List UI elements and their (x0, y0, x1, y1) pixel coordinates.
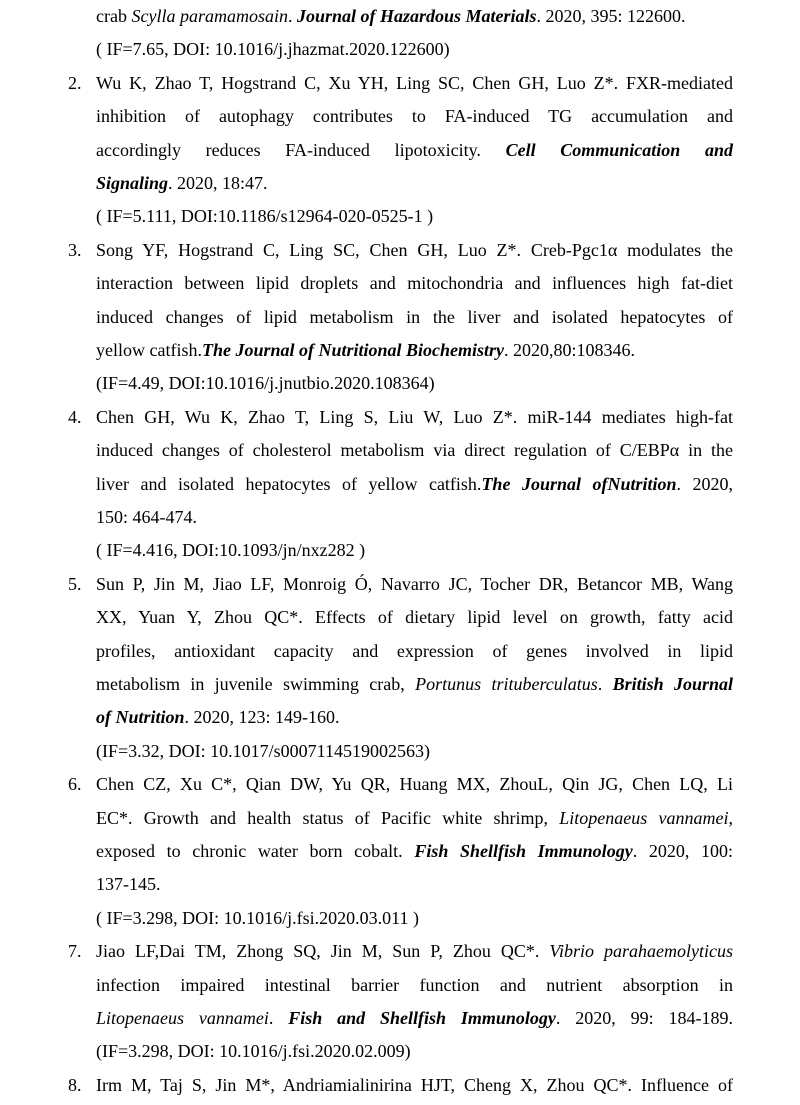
reference-text: (IF=3.32, DOI: 10.1017/s0007114519002563) (96, 740, 430, 761)
reference-text: , (728, 807, 733, 828)
reference-line (96, 504, 733, 537)
journal-title: The Journal of Nutritional Biochemistry (201, 340, 505, 360)
reference-text: liver and isolated hepatocytes of yellow catfish. (96, 473, 482, 494)
reference-line (96, 1038, 733, 1071)
reference-text: . (597, 674, 613, 694)
reference-line (96, 471, 733, 504)
reference-text: Wu K, Zhao T, Hogstrand C, Xu YH, Ling SC, Chen GH, Luo Z*. FXR-mediated (96, 72, 733, 93)
reference-line (96, 203, 733, 236)
journal-title: Journal of Hazardous Materials (296, 6, 537, 26)
reference-number: 7. (68, 941, 82, 962)
journal-title: Signaling (96, 173, 169, 193)
reference-line (96, 70, 733, 103)
reference-line (96, 704, 733, 737)
species-name: Portunus trituberculatus (415, 674, 598, 694)
reference-text: . 2020, 99: 184-189. (555, 1008, 734, 1028)
reference-text: crab (96, 6, 132, 26)
reference-text: ( IF=5.111, DOI:10.1186/s12964-020-0525-1 ) (96, 206, 434, 227)
reference-line (96, 671, 733, 704)
reference-text: 137-145. (96, 874, 161, 895)
reference-line (96, 404, 733, 437)
reference-text: . 2020, 123: 149-160. (184, 707, 340, 728)
reference-text: . 2020, 100: (632, 841, 733, 861)
reference-line (96, 36, 733, 69)
species-name: Litopenaeus vannamei (96, 1008, 269, 1028)
reference-text: interaction between lipid droplets and mitochondria and influences high fat-diet (96, 273, 733, 294)
reference-line (96, 1005, 733, 1038)
reference-text: . 2020, 395: 122600. (536, 6, 686, 26)
reference-text: Chen GH, Wu K, Zhao T, Ling S, Liu W, Luo Z*. miR-144 mediates high-fat (96, 406, 733, 427)
reference-line (96, 905, 733, 938)
reference-number: 3. (68, 239, 82, 260)
reference-line (96, 1072, 733, 1105)
reference-line (96, 137, 733, 170)
reference-line (96, 638, 733, 671)
reference-text: Chen CZ, Xu C*, Qian DW, Yu QR, Huang MX, ZhouL, Qin JG, Chen LQ, Li (96, 774, 733, 795)
reference-line (96, 838, 733, 871)
reference-text: . (287, 6, 297, 26)
reference-text: EC*. Growth and health status of Pacific white shrimp, (96, 807, 560, 828)
reference-text: XX, Yuan Y, Zhou QC*. Effects of dietary lipid level on growth, fatty acid (96, 607, 733, 628)
reference-line (96, 972, 733, 1005)
reference-line (96, 337, 733, 370)
reference-text: metabolism in juvenile swimming crab, (96, 674, 416, 694)
reference-line (96, 604, 733, 637)
species-name: Vibrio parahaemolyticus (549, 941, 733, 962)
reference-number: 4. (68, 406, 82, 427)
journal-title: Fish and Shellfish Immunology (288, 1008, 556, 1028)
reference-line (96, 237, 733, 270)
reference-text: exposed to chronic water born cobalt. (96, 841, 415, 861)
journal-title: of Nutrition (96, 707, 185, 728)
species-name: Scylla paramamosain (131, 6, 288, 26)
reference-text: Irm M, Taj S, Jin M*, Andriamialinirina HJT, Cheng X, Zhou QC*. Influence of (96, 1074, 733, 1095)
reference-text: Song YF, Hogstrand C, Ling SC, Chen GH, Luo Z*. Creb-Pgc1α modulates the (96, 239, 733, 260)
reference-line (96, 103, 733, 136)
reference-text: (IF=3.298, DOI: 10.1016/j.fsi.2020.02.009) (96, 1041, 411, 1062)
reference-line (96, 370, 733, 403)
reference-line (96, 270, 733, 303)
reference-text: Jiao LF,Dai TM, Zhong SQ, Jin M, Sun P, Zhou QC*. (96, 941, 550, 962)
reference-number: 6. (68, 774, 82, 795)
journal-title: British Journal (612, 674, 734, 694)
reference-text: induced changes of lipid metabolism in the liver and isolated hepatocytes of (96, 306, 733, 327)
reference-text: ( IF=7.65, DOI: 10.1016/j.jhazmat.2020.122600) (96, 39, 450, 60)
reference-line (96, 738, 733, 771)
reference-number: 8. (68, 1074, 82, 1095)
reference-text: ( IF=4.416, DOI:10.1093/jn/nxz282 ) (96, 540, 366, 561)
reference-text: (IF=4.49, DOI:10.1016/j.jnutbio.2020.108364) (96, 373, 435, 394)
reference-text: . 2020,80:108346. (504, 340, 636, 360)
species-name: Litopenaeus vannamei (559, 807, 729, 828)
reference-number: 2. (68, 72, 82, 93)
journal-title: The Journal ofNutrition (481, 473, 677, 494)
reference-line (96, 537, 733, 570)
reference-text: infection impaired intestinal barrier function and nutrient absorption in (96, 974, 733, 995)
reference-text: profiles, antioxidant capacity and expression of genes involved in lipid (96, 640, 733, 661)
reference-line (96, 871, 733, 904)
reference-text: . (268, 1008, 289, 1028)
reference-text: . 2020, 18:47. (168, 173, 268, 193)
reference-text: . 2020, (676, 473, 734, 494)
reference-line (96, 771, 733, 804)
reference-line (96, 938, 733, 971)
reference-text: yellow catfish. (96, 340, 202, 360)
journal-title: Fish Shellfish Immunology (414, 841, 633, 861)
reference-number: 5. (68, 573, 82, 594)
reference-line (96, 571, 733, 604)
reference-text: induced changes of cholesterol metabolism via direct regulation of C/EBPα in the (96, 440, 733, 461)
journal-title: Cell Communication and (505, 139, 733, 160)
reference-text: inhibition of autophagy contributes to FA-induced TG accumulation and (96, 106, 733, 127)
reference-line (96, 3, 733, 36)
reference-text: accordingly reduces FA-induced lipotoxicity. (96, 139, 506, 160)
reference-line (96, 437, 733, 470)
reference-text: Sun P, Jin M, Jiao LF, Monroig Ó, Navarro JC, Tocher DR, Betancor MB, Wang (96, 573, 733, 594)
reference-line (96, 805, 733, 838)
reference-text: ( IF=3.298, DOI: 10.1016/j.fsi.2020.03.011 ) (96, 907, 419, 928)
reference-text: 150: 464-474. (96, 507, 197, 527)
reference-line (96, 170, 733, 203)
reference-line (96, 304, 733, 337)
